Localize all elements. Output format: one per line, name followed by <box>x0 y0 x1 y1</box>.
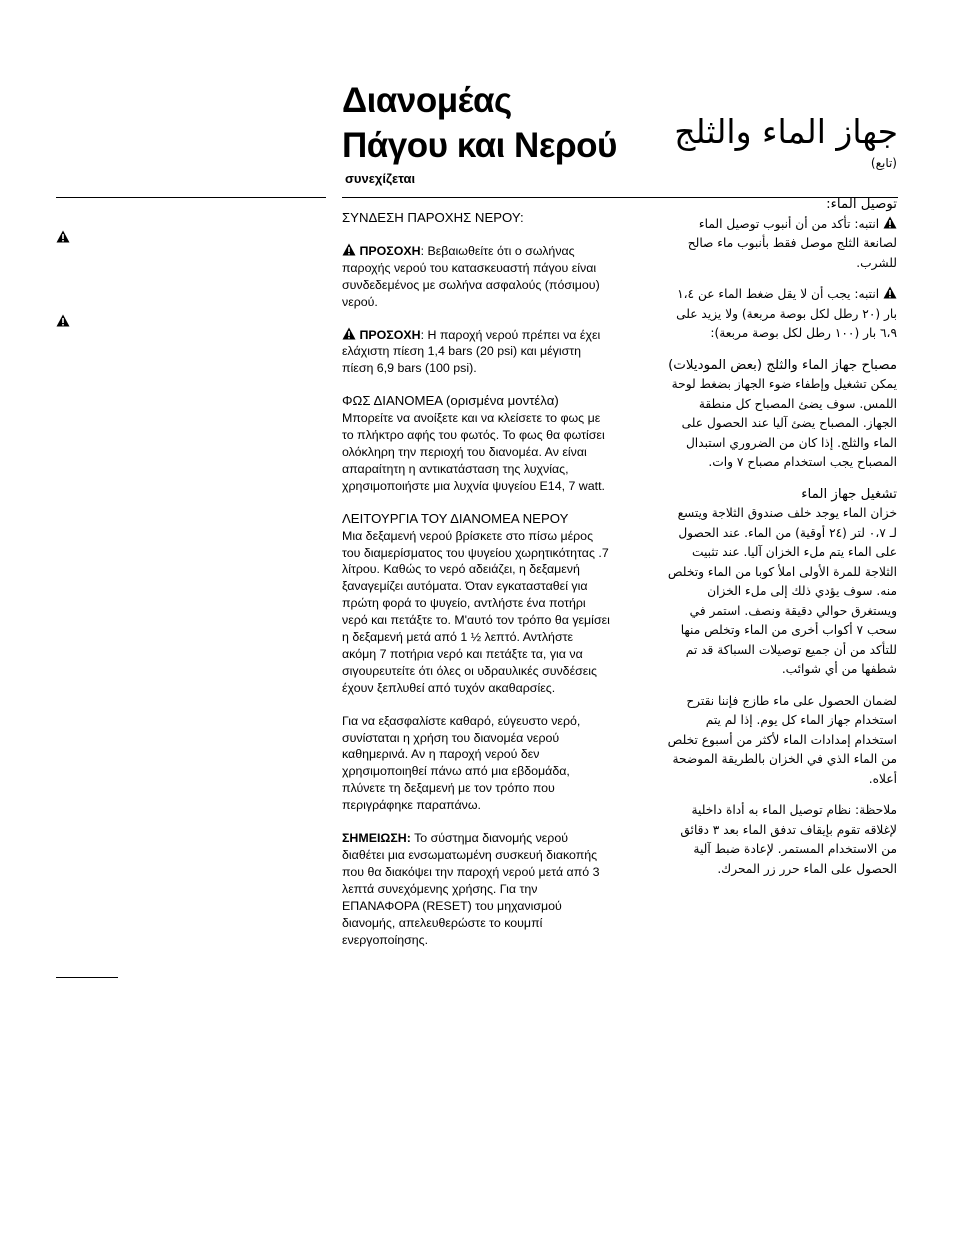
caution-text-ar: انتبه: تأكد من أن أنبوب توصيل الماء لصانعة الثلج موصل فقط بأنبوب ماء صالح للشرب. <box>687 216 897 270</box>
warning-icon <box>56 229 70 247</box>
caution-paragraph-pressure <box>342 327 610 378</box>
note-text: Το σύστημα διανομής νερού διαθέτει μια ενσωματωμένη συσκευή διακοπής που θα διακόψει την παροχή νερού μετά από 3 λεπτά συνεχόμενης χρήσης. Για την ΕΠΑΝΑΦΟΡΑ (RESET) του μηχανισμού διανομής, απελευθερώστε το κουμπί ενεργοποίησης. <box>342 831 600 947</box>
page-title-arabic: جهاز الماء والثلج <box>674 112 898 151</box>
caution-paragraph-water-line-ar <box>667 215 897 274</box>
caution-label: ΠΡΟΣΟΧΗ <box>359 327 421 342</box>
left-column-divider <box>56 197 326 198</box>
paragraph-dispenser-light-ar: يمكن تشغيل وإطفاء ضوء الجهاز بضغط لوحة اللمس. سوف يضئ المصباح كل منطقة الجهاز. المصباح يضئ آليا عند الحصول على الماء والثلج. إذا كان من الضروري استبدال المصباح يجب استخدام مصباح ٧ وات. <box>671 377 897 469</box>
title-greek-line2: Πάγου και Νερού <box>342 126 617 165</box>
warning-icon <box>883 287 897 301</box>
section-heading-dispenser-light: ΦΩΣ ΔΙΑΝΟΜΕΑ (ορισμένα μοντέλα) <box>342 393 559 409</box>
left-footnote-divider <box>56 977 118 978</box>
arabic-column <box>667 195 897 879</box>
paragraph-fresh-water: Για να εξασφαλίστε καθαρό, εύγευστο νερό, συνίσταται η χρήση του διανομέα νερού καθημερινά. Αν η παροχή νερού δεν χρησιμοποιηθεί πάνω από μια εβδομάδα, πλύνετε τη δεξαμενή με τον τρόπο που περιγράφηκε παραπάνω. <box>342 713 581 813</box>
caution-text: : Η παροχή νερού πρέπει να έχει ελάχιστη πίεση 1,4 bars (20 psi) και μέγιστη πίεση 6,9 bars (100 psi). <box>342 327 601 376</box>
section-heading-water-dispenser: ΛΕΙΤΟΥΡΓΙΑ ΤΟΥ ΔΙΑΝΟΜΕΑ ΝΕΡΟΥ <box>342 510 569 526</box>
warning-icon <box>342 244 356 258</box>
caution-label: ΠΡΟΣΟΧΗ <box>359 243 421 258</box>
warning-icon <box>883 217 897 231</box>
section-heading-water-supply-ar: توصيل الماء: <box>826 197 897 212</box>
paragraph-dispenser-light: Μπορείτε να ανοίξετε και να κλείσετε το φως με το πλήκτρο αφής του φωτός. Το φως θα φωτίσει ολόκληρη την περιοχή του διανομέα. Αν είναι απαραίτητη η αντικατάσταση της λυχνίας, χρησιμοποιήστε μια λυχνία ψυγείου E14, 7 watt. <box>342 411 605 493</box>
caution-paragraph-water-line <box>342 243 610 311</box>
note-paragraph <box>342 830 610 948</box>
title-greek-line1: Διανομέας <box>342 81 512 120</box>
warning-icon <box>342 328 356 342</box>
section-heading-water-dispenser-ar: تشغيل جهاز الماء <box>801 486 897 502</box>
caution-paragraph-pressure-ar <box>667 285 897 344</box>
continued-label-greek: συνεχίζεται <box>345 171 416 186</box>
warning-icon <box>56 313 70 331</box>
paragraph-fresh-water-ar: لضمان الحصول على ماء طازج فإننا نقترح استخدام جهاز الماء كل يوم. إذا لم يتم استخدام إمدادات الماء لأكثر من أسبوع تخلص من الماء الذي في الخزان بالطريقة الموضحة أعلاه. <box>667 693 897 786</box>
paragraph-water-dispenser-ar: خزان الماء يوجد خلف صندوق الثلاجة ويتسع لـ ٠،٧ لتر (٢٤ أوقية) من الماء. عند الحصول على الماء يتم ملء الخزان آليا. عند تثبيت الثلاجة للمرة الأولى املأ كوبا من الماء وتخلص منه. سوف يؤدي ذلك إلى ملء الخزان ويستغرق حوالي دقيقة ونصف. استمر في سحب ٧ أكواب أخرى من الماء وتخلص منها للتأكد من أن جميع توصيلات السباكة قد تم شطفها من أي شوائب. <box>667 506 897 676</box>
paragraph-water-dispenser: Μια δεξαμενή νερού βρίσκετε στο πίσω μέρος του διαμερίσματος του ψυγείου χωρητικότητας .7 λίτρου. Καθώς το νερό αδειάζει, η δεξαμενή ξαναγεμίζει αυτόματα. Όταν εγκατασταθεί για πρώτη φορά το ψυγείο, αντλήστε ένα ποτήρι νερό και πετάξτε το. Μ'αυτό τον τρόπο θα γεμίσει η δεξαμενή μετά από 1 ½ λεπτό. Αντλήστε ακόμη 7 ποτήρια νερό και πετάξτε τα, για να σιγουρευτείτε ότι όλες οι υδραυλικές συνδέσεις έχουν ξεπλυθεί από τυχόν ακαθαρσίες. <box>342 528 610 695</box>
note-label: ΣΗΜΕΙΩΣΗ: <box>342 831 411 846</box>
caution-text-ar: انتبه: يجب أن لا يقل ضغط الماء عن ١،٤ بار (٢٠ رطل لكل بوصة مربعة) ولا يزيد على ٦،٩ بار (١٠٠ رطل لكل بوصة مربعة): <box>676 287 897 340</box>
section-heading-water-supply: ΣΥΝΔΕΣΗ ΠΑΡΟΧΗΣ ΝΕΡΟΥ: <box>342 210 524 225</box>
note-paragraph-ar: ملاحظة: نظام توصيل الماء به أداة داخلية لإغلاقه تقوم بإيقاف تدفق الماء بعد ٣ دقائق من الاستخدام المستمر. لإعادة ضبط آلية الحصول على الماء حرر زر المحرك. <box>680 803 897 876</box>
page-title-greek <box>342 78 617 168</box>
caution-text: : Βεβαιωθείτε ότι ο σωλήνας παροχής νερού του κατασκευαστή πάγου είναι συνδεδεμένος με σωλήνα ασφαλούς (πόσιμου) νερού. <box>342 243 600 309</box>
greek-column <box>342 210 610 948</box>
section-heading-dispenser-light-ar: مصباح جهاز الماء والثلج (بعض الموديلات) <box>668 357 897 373</box>
continued-label-arabic: (تابع) <box>870 156 897 170</box>
